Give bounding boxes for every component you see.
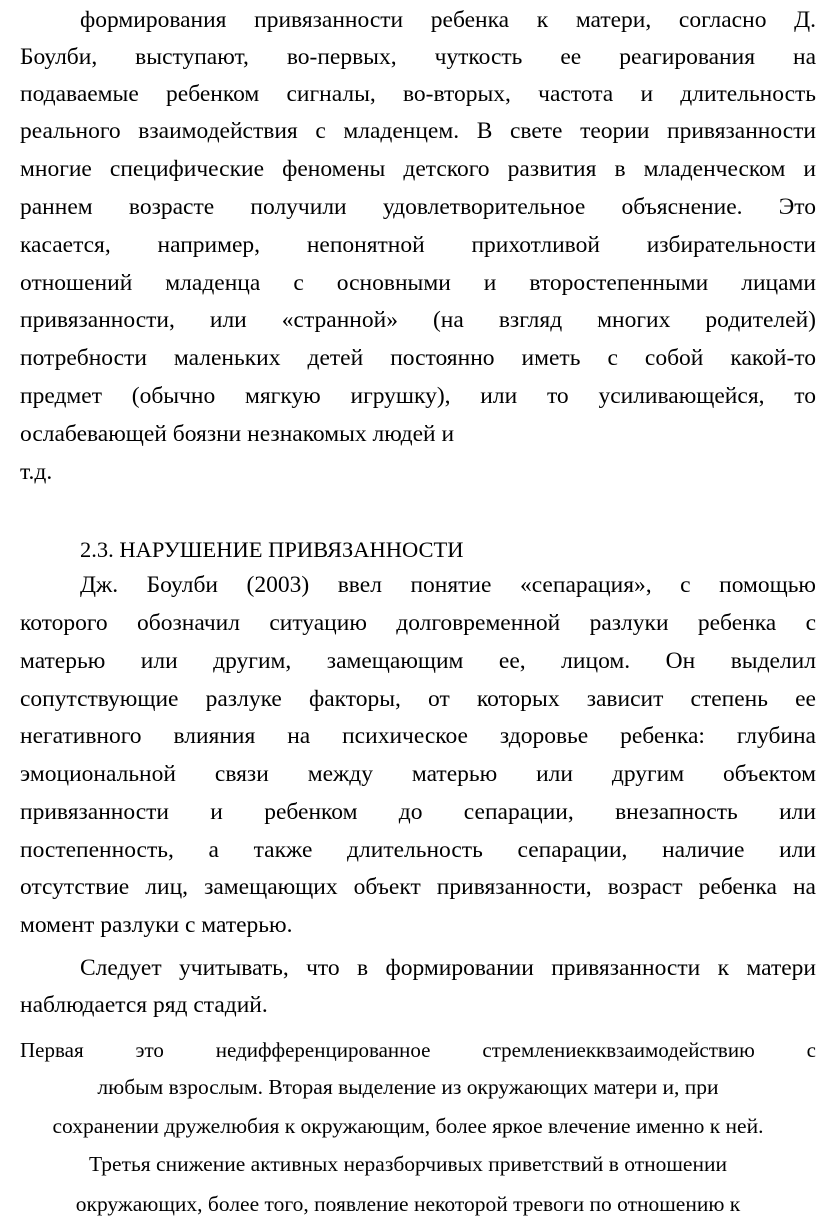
paragraph-2-line: постепенность, а также длительность сепарации, наличие или (20, 837, 816, 863)
paragraph-2-line: отсутствие лиц, замещающих объект привязанности, возраст ребенка на (20, 874, 816, 900)
paragraph-1-line: ослабевающей боязни незнакомых людей и (20, 421, 455, 447)
paragraph-1-line: формирования привязанности ребенка к матери, согласно Д. (80, 7, 816, 33)
paragraph-3-line: Следует учитывать, что в формировании привязанности к матери (80, 955, 816, 981)
paragraph-2-line: Дж. Боулби (2003) ввел понятие «сепарация», с помощью (80, 572, 816, 598)
paragraph-3-line: наблюдается ряд стадий. (20, 992, 268, 1018)
paragraph-1-line: отношений младенца с основными и второстепенными лицами (20, 270, 816, 296)
paragraph-2-line: матерью или другим, замещающим ее, лицом. Он выделил (20, 648, 816, 674)
paragraph-1-line: многие специфические феномены детского развития в младенческом и (20, 156, 816, 182)
paragraph-1-line: потребности маленьких детей постоянно иметь с собой какой-то (20, 345, 816, 371)
stage-line: Первая это недифференцированное стремлениекквзаимодействию с (20, 1038, 816, 1062)
paragraph-2-line: момент разлуки с матерью. (20, 912, 293, 938)
paragraph-1-line: Боулби, выступают, во-первых, чуткость ее реагирования на (20, 44, 816, 70)
paragraph-1-line: привязанности, или «странной» (на взгляд многих родителей) (20, 307, 816, 333)
stage-line: Третья снижение активных неразборчивых приветствий в отношении (88, 1152, 727, 1176)
section-heading: 2.3. НАРУШЕНИЕ ПРИВЯЗАННОСТИ (80, 537, 464, 562)
stage-line: окружающих, более того, появление некоторой тревоги по отношению к (75, 1192, 741, 1216)
stage-line: любым взрослым. Вторая выделение из окружающих матери и, при (97, 1075, 719, 1099)
stage-line: сохранении дружелюбия к окружающим, более яркое влечение именно к ней. (52, 1114, 764, 1138)
paragraph-1-line: подаваемые ребенком сигналы, во-вторых, частота и длительность (20, 81, 816, 107)
paragraph-2-line: сопутствующие разлуке факторы, от которых зависит степень ее (20, 686, 816, 712)
paragraph-1-line: предмет (обычно мягкую игрушку), или то усиливающейся, то (20, 383, 816, 409)
paragraph-2-line: эмоциональной связи между матерью или другим объектом (20, 761, 816, 787)
paragraph-2-line: которого обозначил ситуацию долговременной разлуки ребенка с (20, 610, 816, 636)
paragraph-1-line: касается, например, непонятной прихотливой избирательности (20, 232, 816, 258)
paragraph-1-line: реального взаимодействия с младенцем. В свете теории привязанности (20, 118, 816, 144)
paragraph-2-line: привязанности и ребенком до сепарации, внезапность или (20, 799, 816, 825)
paragraph-1-line: т.д. (20, 459, 53, 485)
paragraph-1-line: раннем возрасте получили удовлетворительное объяснение. Это (20, 194, 816, 220)
paragraph-2-line: негативного влияния на психическое здоровье ребенка: глубина (20, 723, 816, 749)
